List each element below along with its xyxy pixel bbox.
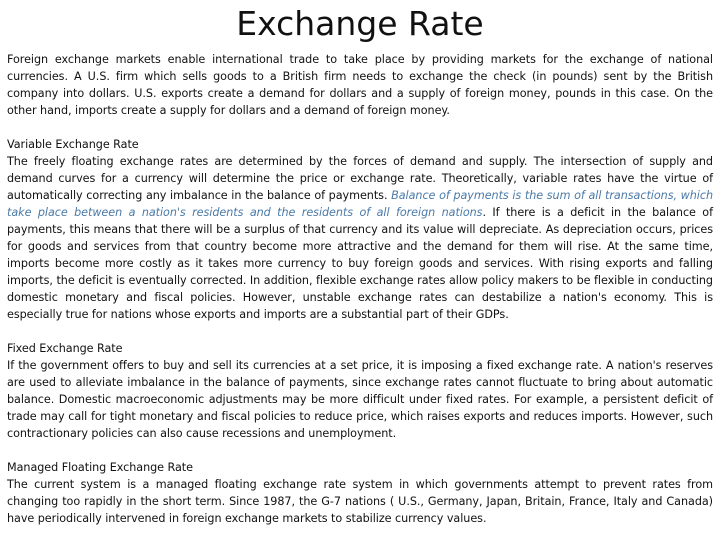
fixed-exchange-rate-paragraph: If the government offers to buy and sell its currencies at a set price, it is imposing a fixed exchange rate. A nation's reserves are used to alleviate imbalance in the balance of payments, since exchange rates cannot fluctuate to bring about automatic balance. Domestic macroeconomic adjustments may be more difficult under fixed rates. For example, a persistent deficit of trade may call for tight monetary and fiscal policies to reduce price, which raises exports and reduces imports. However, such contractionary policies can also cause recessions and unemployment. [7, 359, 713, 440]
managed-floating-exchange-rate-heading: Managed Floating Exchange Rate [7, 461, 193, 474]
slide-body [7, 51, 713, 544]
managed-floating-exchange-rate-paragraph: The current system is a managed floating exchange rate system in which governments attempt to prevent rates from changing too rapidly in the short term. Since 1987, the G-7 nations ( U.S., Germany, Japan, Britain, France, Italy and Canada) have periodically intervened in foreign exchange markets to stabilize currency values. [7, 478, 713, 525]
variable-exchange-rate-heading: Variable Exchange Rate [7, 138, 139, 151]
balance-of-payments-definition: Balance of payments is the sum of all transactions, which take place between a nation's residents and the residents of all foreign nations [7, 189, 713, 219]
variable-text-before: The freely floating exchange rates are determined by the forces of demand and supply. The intersection of supply and demand curves for a currency will determine the price or exchange rate. Theoretically, variable rates have the virtue of automatically correcting any imbalance in the balance of payments. [7, 155, 713, 202]
intro-paragraph: Foreign exchange markets enable international trade to take place by providing markets for the exchange of national currencies. A U.S. firm which sells goods to a British firm needs to exchange the check (in pounds) sent by the British company into dollars. U.S. exports create a demand for dollars and a supply of foreign money, pounds in this case. On the other hand, imports create a supply for dollars and a demand of foreign money. [7, 53, 713, 117]
variable-exchange-rate-section [7, 136, 713, 323]
managed-floating-exchange-rate-section [7, 459, 713, 527]
fixed-exchange-rate-section [7, 340, 713, 442]
fixed-exchange-rate-heading: Fixed Exchange Rate [7, 342, 123, 355]
variable-text-after: . If there is a deficit in the balance of payments, this means that there will be a surplus of that currency and its value will depreciate. As depreciation occurs, prices for goods and services from that country become more attractive and the demand for them will rise. At the same time, imports become more costly as it takes more currency to buy foreign goods and services. With rising exports and falling imports, the deficit is eventually corrected. In addition, flexible exchange rates allow policy makers to be flexible in conducting domestic monetary and fiscal policies. However, unstable exchange rates can destabilize a nation's economy. This is especially true for nations whose exports and imports are a substantial part of their GDPs. [7, 206, 713, 321]
variable-exchange-rate-paragraph [7, 153, 713, 323]
page-title: Exchange Rate [236, 4, 484, 43]
